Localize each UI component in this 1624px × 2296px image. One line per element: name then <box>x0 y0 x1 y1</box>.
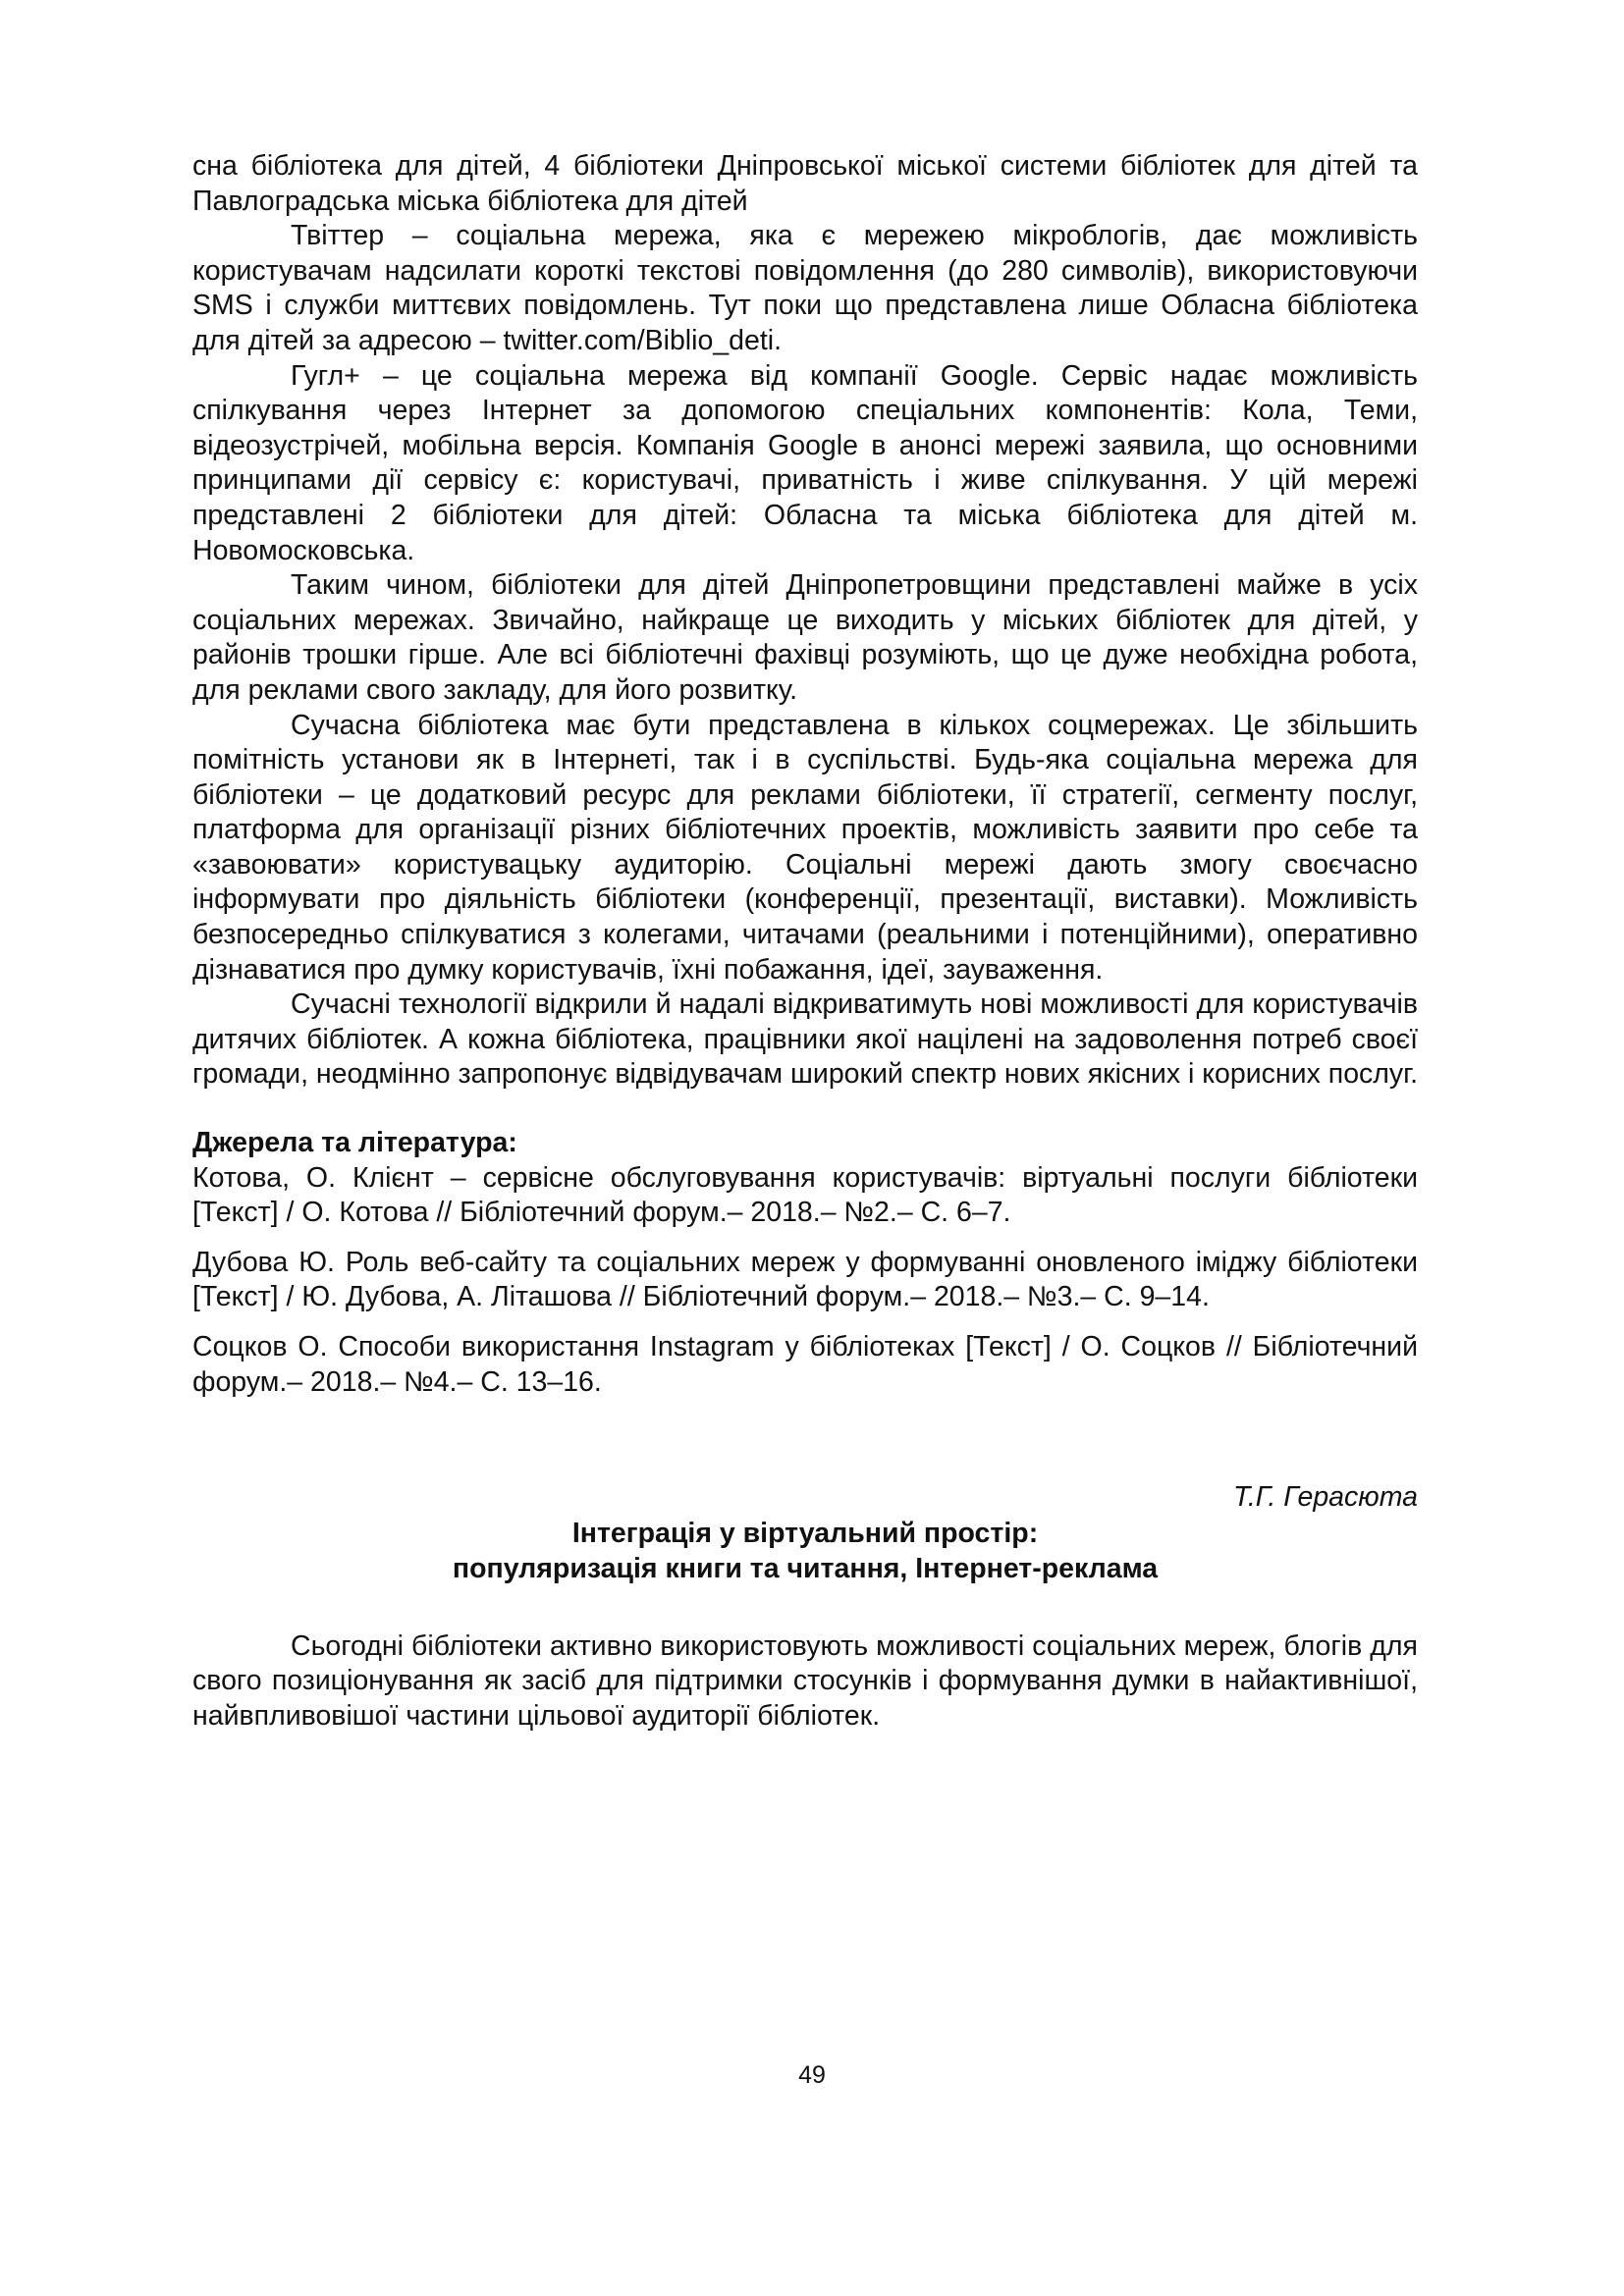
reference-item: Котова, О. Клієнт – сервісне обслуговування користувачів: віртуальні послуги бібліотеки [Текст] / О. Котова // Бібліотечний форум.– 2018.– №2.– С. 6–7. <box>192 1161 1418 1229</box>
paragraph-technologies: Сучасні технології відкрили й надалі відкриватимуть нові можливості для користувачів дитячих бібліотек. А кожна бібліотека, працівники якої націлені на задоволення потреб своєї громади, неодмінно запропонує відвідувачам широкий спектр нових якісних і корисних послуг. <box>192 988 1419 1091</box>
reference-item: Соцков О. Способи використання Instagram у бібліотеках [Текст] / О. Соцков // Бібліотечний форум.– 2018.– №4.– С. 13–16. <box>192 1331 1418 1398</box>
article-title <box>192 1516 1418 1586</box>
paragraph-modern-library: Сучасна бібліотека має бути представлена в кількох соцмережах. Це збільшить помітність установи як в Інтернеті, так і в суспільстві. Будь-яка соціальна мережа для бібліотеки – це додатковий ресурс для реклами бібліотеки, її стратегії, сегменту послуг, платформа для організації різних бібліотечних проектів, можливість заявити про себе та «завоювати» користувацьку аудиторію. Соціальні мережі дають змогу своєчасно інформувати про діяльність бібліотеки (конференції, презентації, виставки). Можливість безпосередньо спілкуватися з колегами, читачами (реальними і потенційними), оперативно дізнаватися про думку користувачів, їхні побажання, ідеї, зауваження. <box>192 709 1418 986</box>
paragraph-summary: Таким чином, бібліотеки для дітей Дніпропетровщини представлені майже в усіх соціальних мережах. Звичайно, найкраще це виходить у міських бібліотек для дітей, у районів трошки гірше. Але всі бібліотечні фахівці розуміють, що це дуже необхідна робота, для реклами свого закладу, для його розвитку. <box>192 569 1418 706</box>
paragraph-twitter: Твіттер – соціальна мережа, яка є мережею мікроблогів, дає можливість користувачам надсилати короткі текстові повідомлення (до 280 символів), використовуючи SMS і служби миттєвих повідомлень. Тут поки що представлена лише Обласна бібліотека для дітей за адресою – twitter.com/Biblio_deti. <box>192 220 1418 356</box>
article-author: Т.Г. Герасюта <box>1232 1481 1418 1514</box>
article-body-paragraph: Сьогодні бібліотеки активно використовують можливості соціальних мереж, блогів для свого позиціонування як засіб для підтримки стосунків і формування думки в найактивнішої, найвпливовішої частини цільової аудиторії бібліотек. <box>192 1629 1418 1732</box>
document-page <box>192 149 1418 1735</box>
article-title-line-1: Інтеграція у віртуальний простір: <box>571 1517 1039 1549</box>
references-heading: Джерела та література: <box>192 1127 517 1159</box>
paragraph-continuation: сна бібліотека для дітей, 4 бібліотеки Дніпровської міської системи бібліотек для дітей та Павлоградська міська бібліотека для дітей <box>192 150 1418 217</box>
paragraph-google-plus: Гугл+ – це соціальна мережа від компанії Google. Сервіс надає можливість спілкування через Інтернет за допомогою спеціальних компонентів: Кола, Теми, відеозустрічей, мобільна версія. Компанія Google в анонсі мережі заявила, що основними принципами дії сервісу є: користувачі, приватність і живе спілкування. У цій мережі представлені 2 бібліотеки для дітей: Обласна та міська бібліотека для дітей м. Новомосковська. <box>192 359 1418 566</box>
article-title-line-2: популяризація книги та читання, Інтернет-реклама <box>452 1552 1159 1584</box>
reference-item: Дубова Ю. Роль веб-сайту та соціальних мереж у формуванні оновленого іміджу бібліотеки [Текст] / Ю. Дубова, А. Літашова // Бібліотечний форум.– 2018.– №3.– С. 9–14. <box>192 1246 1418 1313</box>
page-number: 49 <box>798 2061 826 2089</box>
references-list <box>192 1161 1418 1401</box>
